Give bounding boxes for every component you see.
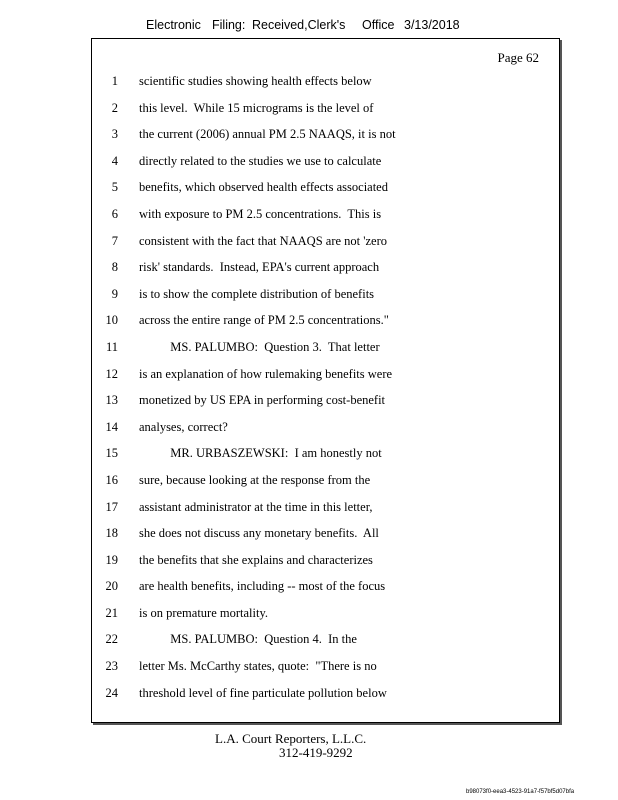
transcript-line bbox=[92, 470, 559, 497]
line-number: 1 bbox=[111, 74, 118, 88]
transcript-line bbox=[92, 417, 559, 444]
transcript-line bbox=[92, 629, 559, 656]
transcript-lines bbox=[92, 71, 559, 709]
line-text: is an explanation of how rulemaking benefits were bbox=[139, 366, 393, 381]
transcript-line bbox=[92, 656, 559, 683]
page-number: Page 62 bbox=[497, 50, 539, 65]
transcript-line bbox=[92, 71, 559, 98]
line-text: assistant administrator at the time in this letter, bbox=[139, 499, 373, 514]
transcript-line bbox=[92, 364, 559, 391]
line-text: across the entire range of PM 2.5 concentrations." bbox=[139, 313, 389, 328]
header-word-office: Office bbox=[362, 18, 395, 32]
transcript-page-frame bbox=[91, 38, 560, 723]
transcript-line bbox=[92, 257, 559, 284]
line-text: are health benefits, including -- most of the focus bbox=[139, 579, 386, 594]
line-number: 14 bbox=[105, 419, 118, 434]
transcript-line bbox=[92, 523, 559, 550]
line-text: the benefits that she explains and characterizes bbox=[139, 552, 373, 567]
line-text: letter Ms. McCarthy states, quote: "There is no bbox=[139, 659, 377, 674]
footer-phone: 312-419-9292 bbox=[279, 745, 353, 760]
line-number: 5 bbox=[111, 180, 118, 195]
line-number: 4 bbox=[111, 153, 118, 168]
line-number: 20 bbox=[105, 579, 118, 594]
line-text: the current (2006) annual PM 2.5 NAAQS, it is not bbox=[139, 127, 396, 142]
line-text: MR. URBASZEWSKI: I am honestly not bbox=[139, 446, 382, 461]
line-number: 15 bbox=[105, 446, 118, 461]
line-number: 17 bbox=[105, 499, 118, 514]
header-word-electronic: Electronic bbox=[146, 18, 201, 32]
line-number: 16 bbox=[105, 472, 118, 487]
header-date: 3/13/2018 bbox=[404, 18, 460, 32]
line-text: benefits, which observed health effects associated bbox=[139, 180, 388, 195]
line-text: this level. While 15 micrograms is the level of bbox=[139, 100, 374, 115]
line-text: she does not discuss any monetary benefits. All bbox=[139, 526, 379, 541]
line-text: risk' standards. Instead, EPA's current approach bbox=[139, 260, 380, 275]
line-text: scientific studies showing health effects below bbox=[139, 74, 372, 88]
transcript-line bbox=[92, 231, 559, 258]
line-number: 6 bbox=[111, 206, 118, 221]
line-number: 12 bbox=[105, 366, 118, 381]
line-text: threshold level of fine particulate pollution below bbox=[139, 685, 387, 700]
line-text: directly related to the studies we use to calculate bbox=[139, 153, 382, 168]
line-number: 3 bbox=[111, 127, 118, 142]
header-word-received: Received,Clerk's bbox=[252, 18, 346, 32]
filing-stamp-header bbox=[0, 18, 618, 38]
line-number: 2 bbox=[111, 100, 118, 115]
line-number: 19 bbox=[105, 552, 118, 567]
line-number: 21 bbox=[105, 605, 118, 620]
line-number: 7 bbox=[111, 233, 118, 248]
line-text: sure, because looking at the response from the bbox=[139, 472, 371, 487]
transcript-line bbox=[92, 497, 559, 524]
transcript-line bbox=[92, 284, 559, 311]
transcript-line bbox=[92, 151, 559, 178]
line-text: is on premature mortality. bbox=[139, 605, 269, 620]
line-text: monetized by US EPA in performing cost-benefit bbox=[139, 393, 386, 408]
line-number: 24 bbox=[105, 685, 118, 700]
line-number: 22 bbox=[105, 632, 118, 647]
transcript-line bbox=[92, 310, 559, 337]
transcript-line bbox=[92, 683, 559, 710]
transcript-line bbox=[92, 550, 559, 577]
transcript-line bbox=[92, 443, 559, 470]
transcript-line bbox=[92, 204, 559, 231]
line-number: 8 bbox=[111, 260, 118, 275]
line-text: MS. PALUMBO: Question 4. In the bbox=[139, 632, 357, 647]
line-number: 9 bbox=[111, 286, 118, 301]
line-text: with exposure to PM 2.5 concentrations. This is bbox=[139, 206, 382, 221]
line-number: 10 bbox=[105, 313, 118, 328]
line-number: 18 bbox=[105, 526, 118, 541]
line-number: 13 bbox=[105, 393, 118, 408]
header-word-filing: Filing: bbox=[212, 18, 246, 32]
line-number: 23 bbox=[105, 659, 118, 674]
line-text: analyses, correct? bbox=[139, 419, 228, 434]
transcript-line bbox=[92, 177, 559, 204]
footer-company: L.A. Court Reporters, L.L.C. bbox=[215, 731, 367, 746]
transcript-line bbox=[92, 124, 559, 151]
line-text: consistent with the fact that NAAQS are not 'zero bbox=[139, 233, 388, 248]
line-number: 11 bbox=[105, 339, 118, 354]
transcript-line bbox=[92, 390, 559, 417]
transcript-line bbox=[92, 98, 559, 125]
transcript-line bbox=[92, 576, 559, 603]
transcript-line bbox=[92, 337, 559, 364]
transcript-line bbox=[92, 603, 559, 630]
line-text: is to show the complete distribution of benefits bbox=[139, 286, 375, 301]
line-text: MS. PALUMBO: Question 3. That letter bbox=[139, 339, 380, 354]
document-id: b98073f0-eea3-4523-91a7-f57bf5d07bfa bbox=[466, 789, 575, 795]
